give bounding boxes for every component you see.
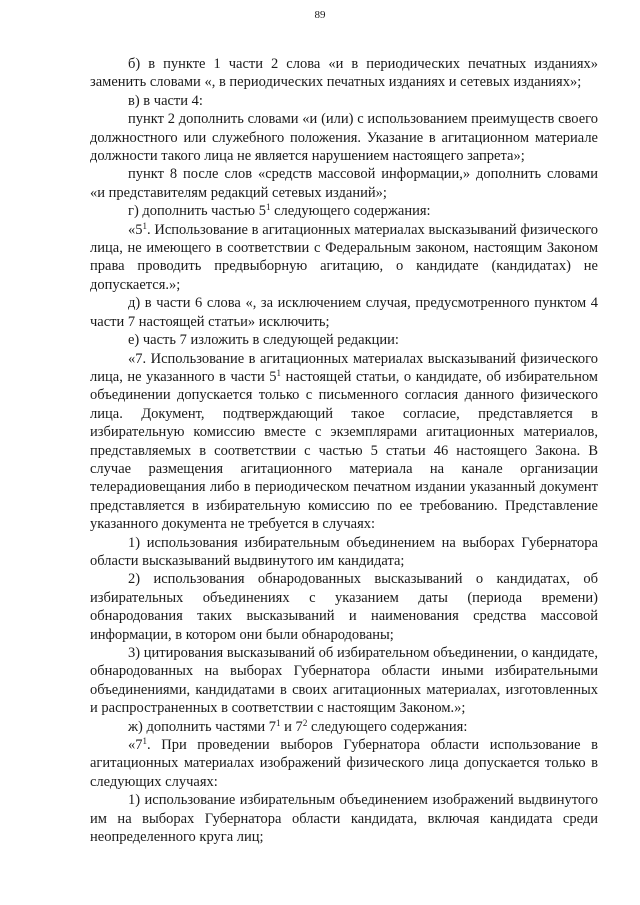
paragraph: 1) использования избирательным объединением на выборах Губернатора области высказываний выдвинутого им кандидата; <box>90 534 598 569</box>
document-body <box>90 55 598 846</box>
paragraph: «7. Использование в агитационных материалах высказываний физического лица, не указанного в части $5^1$ настоящей статьи, о кандидате, об избирательном объединении допускается только с письменного согласия данного физического лица. Документ, подтверждающий такое согласие, представляется в избирательную комиссию вместе с экземплярами агитационных материалов, представляемых в соответствии с частью 5 статьи 46 настоящего Закона. В случае размещения агитационного материала на канале организации телерадиовещания либо в периодическом печатном издании указанный документ представляется в избирательную комиссию по ее требованию. Представление указанного документа не требуется в случаях: <box>90 350 598 533</box>
paragraph: б) в пункте 1 части 2 слова «и в периодических печатных изданиях» заменить словами «, в периодических печатных изданиях и сетевых изданиях»; <box>90 56 598 91</box>
paragraph: «$7^1$. При проведении выборов Губернатора области использование в агитационных материалах изображений физического лица допускается только в следующих случаях: <box>90 736 598 790</box>
paragraph: г) дополнить частью $5^1$ следующего содержания: <box>128 202 431 220</box>
paragraph: в) в части 4: <box>128 92 203 109</box>
paragraph: пункт 2 дополнить словами «и (или) с использованием преимуществ своего должностного или служебного положения. Указание в агитационном материале должности такого лица не является нарушением настоящего запрета»; <box>90 111 598 165</box>
paragraph: «$5^1$. Использование в агитационных материалах высказываний физического лица, не имеющего в соответствии с Федеральным законом, настоящим Законом права проводить предвыборную агитацию, о кандидате (кандидатах) не допускается.»; <box>90 220 598 293</box>
paragraph: е) часть 7 изложить в следующей редакции: <box>128 332 399 349</box>
paragraph: д) в части 6 слова «, за исключением случая, предусмотренного пунктом 4 части 7 настоящей статьи» исключить; <box>90 295 598 330</box>
paragraph: 1) использование избирательным объединением изображений выдвинутого им на выборах Губернатора области кандидата, включая кандидата среди неопределенного круга лиц; <box>90 792 598 846</box>
paragraph: 3) цитирования высказываний об избирательном объединении, о кандидате, обнародованных на выборах Губернатора области иными избирательными объединениями, кандидатами в своих агитационных материалах, изготовленных и распространенных в соответствии с настоящим Законом.»; <box>90 645 598 717</box>
paragraph: 2) использования обнародованных высказываний о кандидатах, об избирательных объединениях с указанием даты (периода времени) обнародования таких высказываний и наименования средства массовой информации, в котором они были обнародованы; <box>90 571 598 643</box>
paragraph: пункт 8 после слов «средств массовой информации,» дополнить словами «и представителям редакций сетевых изданий»; <box>90 166 598 201</box>
paragraph: ж) дополнить частями $7^1$ и $7^2$ следующего содержания: <box>128 717 468 735</box>
page-number: 89 <box>314 9 326 21</box>
